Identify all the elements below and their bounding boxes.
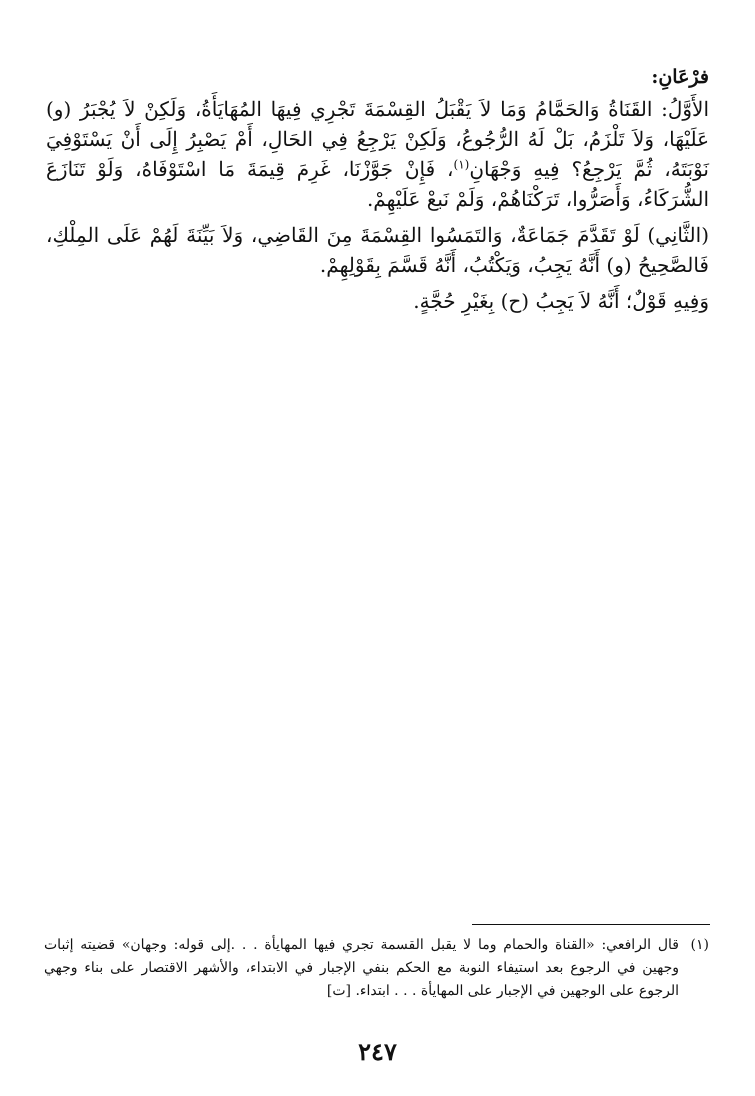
- paragraph-first-text: الأَوَّلُ: القَنَاةُ وَالحَمَّامُ وَمَا لاَ يَقْبَلُ القِسْمَةَ تَجْرِي فِيهَا المُهَايَأَةُ، وَلَكِنْ لاَ يُجْبَرُ (و) عَلَيْهَا، وَلاَ تَلْزَمُ، بَلْ لَهُ الرُّجُوعُ، وَلَكِنْ يَرْجِعُ فِي الحَالِ، أَمْ يَصْبِرُ إِلَى أَنْ يَسْتَوْفِيَ نَوْبَتَهُ، ثُمَّ يَرْجِعُ؟ فِيهِ وَجْهَانِ: [46, 97, 709, 181]
- footnote-marker: (١): [690, 937, 709, 953]
- footnote-divider: [472, 924, 710, 925]
- footnote: [44, 934, 709, 1003]
- paragraph-second: (الثَّانِي) لَوْ تَقَدَّمَ جَمَاعَةٌ، وَالتَمَسُوا القِسْمَةَ مِنَ القَاضِي، وَلاَ بَيِّنَةَ لَهُمْ عَلَى المِلْكِ، فَالصَّحِيحُ (و) أَنَّهُ يَجِبُ، وَيَكْتُبُ، أَنَّهُ قَسَّمَ بِقَوْلِهِمْ.: [46, 223, 709, 277]
- footnote-text: قال الرافعي: «القناة والحمام وما لا يقبل القسمة تجري فيها المهايأة . . .إلى قوله: وجهان» قضيته إثبات وجهين في الرجوع بعد استيفاء النوبة مع الحكم بنفي الإجبار في الابتداء، والأشهر الاقتصار على بناء وجهي الرجوع على الوجهين في الإجبار على المهايأة . . . ابتداء. [ت]: [44, 937, 679, 999]
- main-text: [46, 62, 709, 322]
- footnote-reference[interactable]: (١): [453, 157, 470, 172]
- page-number: ٢٤٧: [358, 1037, 397, 1066]
- paragraph-third: وَفِيهِ قَوْلٌ؛ أَنَّهُ لاَ يَجِبُ (ح) بِغَيْرِ حُجَّةٍ.: [413, 289, 709, 313]
- section-heading: فرْعَانِ:: [651, 66, 709, 88]
- paragraph-first-continuation: ، فَإِنْ جَوَّزْنَا، غَرِمَ قِيمَةَ مَا اسْتَوْفَاهُ، وَلَوْ تَنَازَعَ الشُّرَكَاءُ، وَأَصَرُّوا، تَرَكْنَاهُمْ، وَلَمْ نَبعْ عَلَيْهِمْ.: [46, 157, 709, 211]
- paragraph-first: [46, 94, 709, 214]
